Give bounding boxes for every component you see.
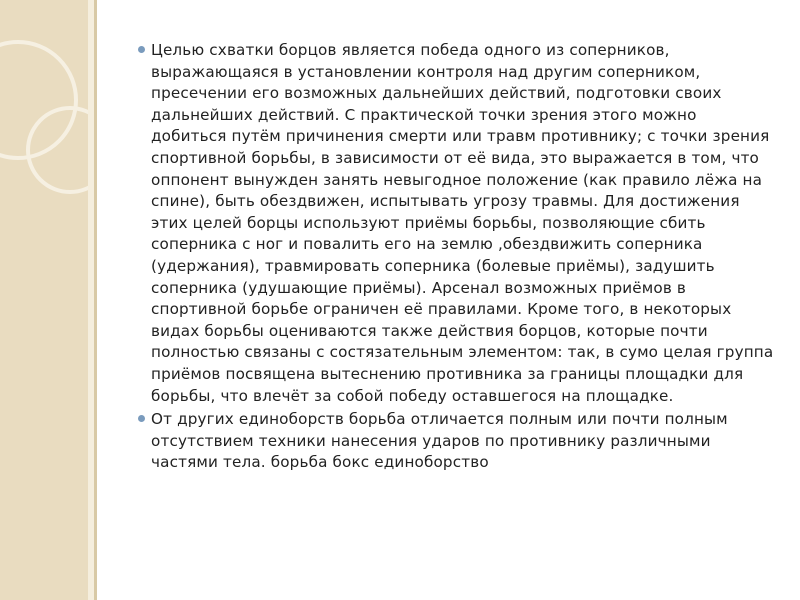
decorative-circles: [0, 0, 88, 600]
bullet-dot-icon: [138, 415, 145, 422]
sidebar-edge: [94, 0, 97, 600]
bullet-text: От других единоборств борьба отличается полным или почти полным отсутствием техники нанесения ударов по противнику различными частями тела. борьба бокс единоборство: [151, 410, 728, 472]
bullet-text: Целью схватки борцов является победа одного из соперников, выражающаяся в установлении контроля над другим соперником, пресечении его возможных дальнейших действий, подготовки своих дальнейших действий. С практической точки зрения этого можно добиться путём причинения смерти или травм противнику; с точки зрения спортивной борьбы, в зависимости от её вида, это выражается в том, что оппонент вынужден занять невыгодное положение (как правило лёжа на спине), быть обездвижен, испытывать угрозу травмы. Для достижения этих целей борцы используют приёмы борьбы, позволяющие сбить соперника с ног и повалить его на землю ,обездвижить соперника (удержания), травмировать соперника (болевые приёмы), задушить соперника (удушающие приёмы). Арсенал возможных приёмов в спортивной борьбе ограничен её правилами. Кроме того, в некоторых видах борьбы оцениваются также действия борцов, которые почти полностью связаны с состязательным элементом: так, в сумо целая группа приёмов посвящена вытеснению противника за границы площадки для борьбы, что влечёт за собой победу оставшегося на площадке.: [151, 41, 774, 405]
bullet-item-2: [136, 409, 776, 474]
bullet-dot-icon: [138, 46, 145, 53]
slide-content: [136, 40, 776, 476]
decorative-sidebar: [0, 0, 88, 600]
bullet-list: [136, 40, 776, 474]
bullet-item-1: [136, 40, 776, 407]
